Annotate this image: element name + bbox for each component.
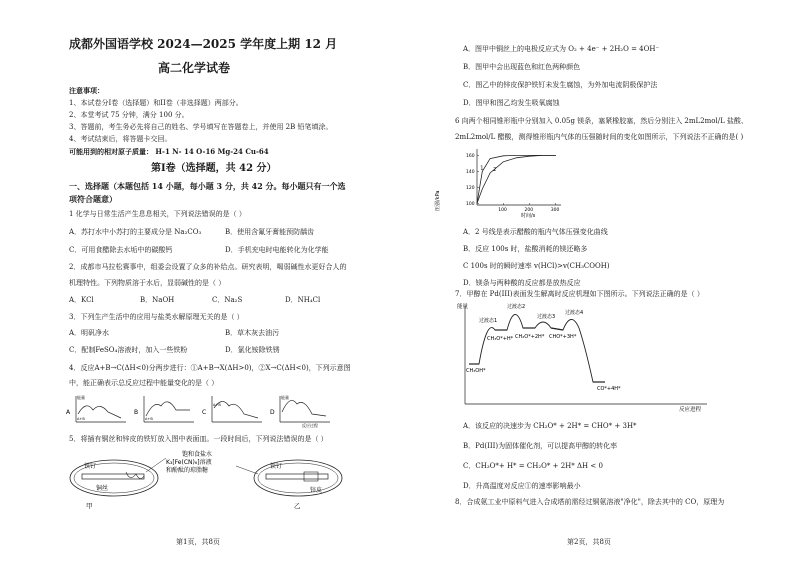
q4-diagram-b xyxy=(134,396,194,422)
q6-option-a: A．2 号线是表示醋酸的瓶内气体压强变化曲线 xyxy=(463,228,608,236)
q7-state-5: CO*+4H* xyxy=(597,386,621,392)
nail-jia xyxy=(82,474,144,479)
q4-diagram-d xyxy=(270,394,330,428)
q6-xtick-label-0: 100 xyxy=(498,208,507,213)
q4-d-axis-y: 能量 xyxy=(281,395,289,400)
dish-jia-label-copper: 铜丝 xyxy=(96,485,109,492)
q7-energy-curve xyxy=(469,314,605,382)
q6-stem-2: 2mL2mol/L 醋酸，测得锥形瓶内气体的压强随时间的变化如图所示，下列说法不正确的是( ) xyxy=(455,133,744,141)
q4-energy-diagrams xyxy=(66,392,346,428)
q3-stem: 3．下列生产生活中的应用与盐类水解原理无关的是（ ） xyxy=(69,313,244,321)
note-1: 1、本试卷分I卷（选择题）和II卷（非选择题）两部分。 xyxy=(69,99,243,107)
q2-stem-1: 2．成都市马拉松赛事中，组委会设置了众多的补给点。研究表明，喝弱碱性水更好合人的 xyxy=(69,263,347,271)
q6-stem-1: 6 向两个相同锥形瓶中分别加入 0.05g 镁条，塞紧橡胶塞，然后分别注入 2mL2mol/L 盐酸、 xyxy=(455,117,748,125)
q2-option-c: C．Na₂S xyxy=(212,296,243,304)
note-3: 3、答题前，考生务必先将自己的姓名、学号填写在答题卷上，并使用 2B 铅笔填涂。 xyxy=(69,123,333,131)
right-page xyxy=(397,0,794,561)
part1-title: 第I卷（选择题，共 42 分） xyxy=(151,163,277,174)
q6-ytick-label-2: 140 xyxy=(466,169,475,175)
q4-stem-1: 4．反应A+B→C(ΔH<0)分两步进行：①A+B→X(ΔH>0)，②X→C(ΔH<0)，下列示意图 xyxy=(69,364,351,372)
note-4: 4、考试结束后，将答题卡交回。 xyxy=(69,135,172,143)
right-footer: 第2页，共8页 xyxy=(567,538,611,546)
q7-option-b: B．Pd(III)为固体催化剂，可以提高甲醇的转化率 xyxy=(463,442,618,450)
q7-option-c: C．CH₃O*+ H* = CH₂O* + 2H* ΔH < 0 xyxy=(463,462,603,470)
q7-ts-4: 过渡态4 xyxy=(565,310,584,316)
zinc-strip xyxy=(304,472,318,481)
q6-series-line-2 xyxy=(477,155,556,203)
q7-state-1: CH₃OH* xyxy=(466,368,486,374)
q6-option-d: D．镁条与两种酸的反应都是放热反应 xyxy=(463,279,581,287)
q7-option-a: A．该反应的决速步为 CH₂O* + 2H* = CHO* + 3H* xyxy=(463,422,637,430)
q4-option-a-label: A xyxy=(66,409,71,416)
q7-state-4: CHO*+3H* xyxy=(549,334,577,340)
q4-diagram-a xyxy=(66,394,126,422)
q7-ts-3: 过渡态3 xyxy=(537,314,556,320)
q3-option-a: A．明矾净水 xyxy=(69,329,110,337)
q4-a-label-ab: A+B xyxy=(77,417,85,421)
q2-option-a: A．KCl xyxy=(69,296,94,304)
q5-dishes-figure xyxy=(66,448,356,510)
q6-ytick-label-0: 100 xyxy=(466,201,475,207)
q7-energy-profile xyxy=(457,300,717,412)
q5-option-a: A．图甲中铜丝上的电极反应式为 O₂ + 4e⁻ + 2H₂O = 4OH⁻ xyxy=(463,45,660,53)
q5-stem: 5．将插有铜丝和锌皮的铁钉放入图中表面皿。一段时间后，下列说法错误的是（ ） xyxy=(69,435,328,443)
dish-jia xyxy=(70,460,158,510)
q6-series-label-1: 1 xyxy=(480,165,484,172)
q6-pressure-chart xyxy=(435,145,567,219)
q7-ts-2: 过渡态2 xyxy=(507,304,526,310)
q4-b-label-ab: A+B xyxy=(145,417,153,421)
q4-option-d-label: D xyxy=(270,409,275,416)
q7-xlabel: 反应进程 xyxy=(679,407,702,413)
atomic-mass-line: 可能用到的相对原子质量： H-1 N- 14 O-16 Mg-24 Cu-64 xyxy=(69,147,269,156)
q1-option-d: D．手机充电时电能转化为化学能 xyxy=(225,246,329,254)
q6-option-c: C 100s 时的瞬时速率 v(HCl)>v(CH₃COOH) xyxy=(463,262,610,270)
q2-stem-2: 机理特性。下列物质溶于水后，显弱碱性的是（ ） xyxy=(69,279,226,287)
solution-label-1: 饱和食盐水 xyxy=(182,451,213,458)
dish-jia-label-nail: 铁钉 xyxy=(84,463,97,470)
q7-ylabel: 能量 xyxy=(457,304,469,310)
q4-option-c-label: C xyxy=(202,409,207,416)
solution-label-2: K₃[Fe(CN)₆]溶液 xyxy=(166,459,212,466)
q6-xtick-label-2: 300 xyxy=(550,208,560,213)
q6-ytick-label-3: 160 xyxy=(466,153,475,159)
q7-state-2: CH₃O*+H* xyxy=(487,336,514,342)
q1-option-c: C．可用食醋除去水垢中的碳酸钙 xyxy=(69,246,173,254)
dish-yi-label-zinc: 锌皮 xyxy=(310,487,323,494)
q1-option-b: B．使用含氟牙膏能预防龋齿 xyxy=(225,228,315,236)
label-jia: 甲 xyxy=(86,502,93,510)
q4-stem-2: 中，能正确表示总反应过程中能量变化的是（ ） xyxy=(69,379,219,387)
q4-option-b-label: B xyxy=(134,409,139,416)
q1-option-a: A．苏打水中小苏打的主要成分是 Na₂CO₃ xyxy=(69,228,202,236)
q5-option-b: B．图甲中会出现蓝色和红色两种颜色 xyxy=(463,63,581,71)
q6-series-line-1 xyxy=(477,155,556,203)
q7-stem: 7．甲醇在 Pd(III)表面发生解离时反应机理如下图所示。下列说法正确的是（ ） xyxy=(455,290,704,298)
section1-line1: 一、选择题（本题包括 14 小题，每小题 3 分，共 42 分。每小题只有一个选 xyxy=(69,181,346,191)
nail-yi xyxy=(266,474,328,479)
q6-ytick-label-1: 120 xyxy=(466,185,475,191)
q3-option-c: C．配制FeSO₄溶液时，加入一些铁粉 xyxy=(69,346,188,354)
q8-stem: 8．合成氨工业中原料气进入合成塔前需经过铜氨溶液"净化"，除去其中的 CO，原理为 xyxy=(455,498,725,506)
q1-stem: 1 化学与日常生活产生息息相关，下列说法错误的是（ ） xyxy=(69,210,246,218)
q7-state-3: CH₂O*+2H* xyxy=(515,334,545,340)
q5-option-d: D．图甲和图乙均发生吸氧腐蚀 xyxy=(463,99,560,107)
solution-label-3: 和酚酞的琼脂糖 xyxy=(166,467,209,474)
dish-yi xyxy=(254,460,342,510)
q2-option-d: D．NH₄Cl xyxy=(285,296,321,304)
school-title: 成都外国语学校 2024—2025 学年度上期 12 月 xyxy=(69,37,338,51)
q6-option-b: B．反应 100s 时，盐酸消耗的镁还略多 xyxy=(463,245,588,253)
note-2: 2、本堂考试 75 分钟，满分 100 分。 xyxy=(69,111,189,119)
q6-ylabel: 压强/kPa xyxy=(435,190,441,211)
q3-option-d: D．氯化铵除铁锈 xyxy=(225,346,280,354)
q4-c-label-ab: A+B xyxy=(213,403,221,407)
q4-d-axis-x: 反应过程 xyxy=(302,423,318,428)
q3-option-b: B．草木灰去油污 xyxy=(225,329,280,337)
q4-a-axis-y: 能量 xyxy=(77,395,85,400)
exam-title: 高二化学试卷 xyxy=(158,61,231,75)
q6-xtick-label-1: 200 xyxy=(524,208,534,213)
label-yi: 乙 xyxy=(294,502,301,510)
q5-option-c: C．图乙中的锌皮保护铁钉未发生腐蚀，为外加电流阴极保护法 xyxy=(463,81,658,89)
notes-heading: 注意事项： xyxy=(69,86,104,95)
dish-yi-label-nail: 铁钉 xyxy=(270,463,283,470)
q7-ts-1: 过渡态1 xyxy=(479,318,498,324)
solution-label-group xyxy=(146,450,258,474)
q7-option-d: D．升高温度对反应①的速率影响最小 xyxy=(463,482,581,490)
left-footer: 第1页，共8页 xyxy=(176,538,220,546)
section1-line2: 项符合题意） xyxy=(69,194,117,204)
q6-xlabel: 时间/s xyxy=(521,213,536,219)
q2-option-b: B．NaOH xyxy=(140,296,175,304)
q6-series-label-2: 2 xyxy=(493,167,497,173)
q4-diagram-c xyxy=(202,396,262,422)
